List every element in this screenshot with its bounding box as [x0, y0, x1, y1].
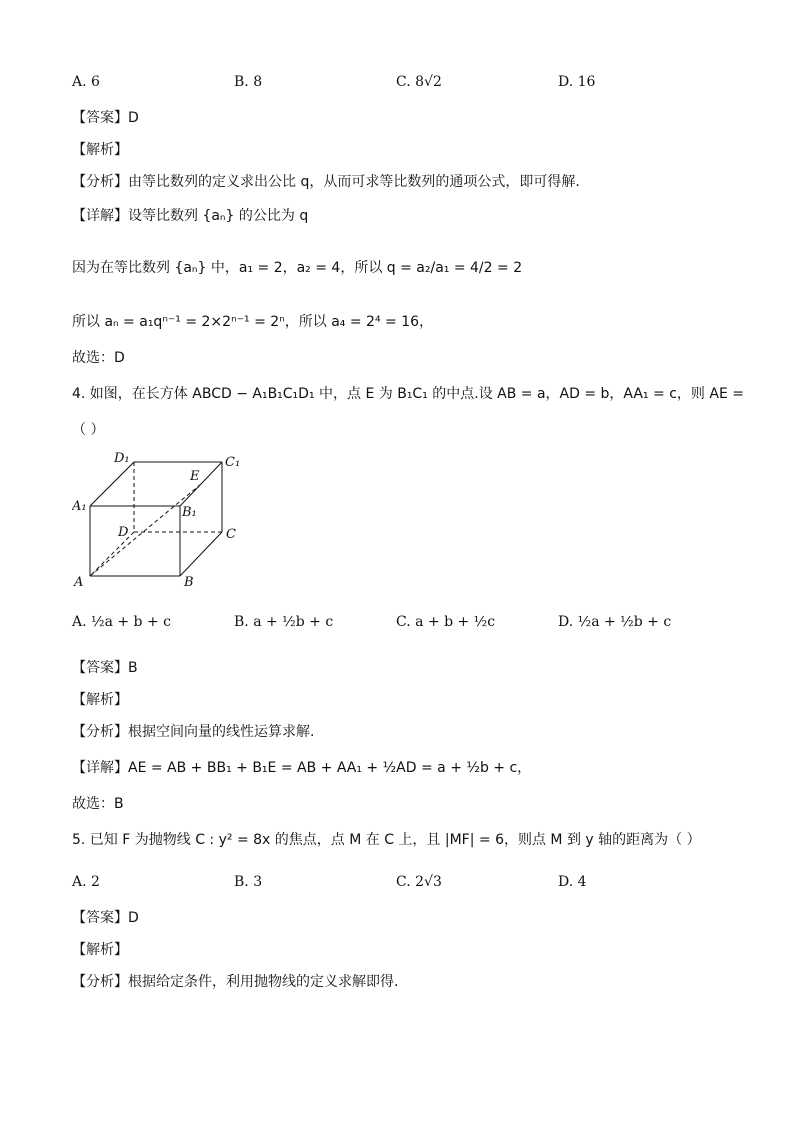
q5-option-d: D. 4	[558, 874, 587, 890]
q5-option-c: C. 2√3	[396, 874, 442, 890]
label-d: D	[118, 525, 129, 540]
label-a1: A₁	[72, 499, 87, 514]
q5-option-a: A. 2	[72, 874, 100, 890]
q5-option-b: B. 3	[234, 874, 263, 890]
edge-a1d1	[90, 462, 134, 506]
q3-option-a: A. 6	[72, 74, 100, 90]
q3-analysis-header: 【解析】	[72, 142, 128, 158]
q4-option-d: D. ½a + ½b + c	[558, 614, 672, 630]
q4-xiangjie: 【详解】AE = AB + BB₁ + B₁E = AB + AA₁ + ½AD = a + ½b + c，	[72, 760, 532, 776]
label-c1: C₁	[225, 455, 241, 470]
q3-step1: 因为在等比数列 {aₙ} 中，a₁ = 2，a₂ = 4，所以 q = a₂/a₁ = 4/2 = 2	[72, 260, 523, 276]
q4-option-c: C. a + b + ½c	[396, 614, 496, 630]
segment-ae-hidden	[90, 484, 201, 576]
q5-answer: 【答案】D	[72, 910, 139, 926]
q3-option-d: D. 16	[558, 74, 596, 90]
q3-option-c: C. 8√2	[396, 74, 442, 90]
label-a: A	[74, 575, 84, 588]
q4-paren: （ ）	[72, 422, 105, 438]
q3-option-b: B. 8	[234, 74, 263, 90]
q5-fenxi: 【分析】根据给定条件，利用抛物线的定义求解即得.	[72, 974, 399, 990]
label-d1: D₁	[114, 451, 130, 466]
q4-analysis-header: 【解析】	[72, 692, 128, 708]
q3-step2: 所以 aₙ = a₁qⁿ⁻¹ = 2×2ⁿ⁻¹ = 2ⁿ，所以 a₄ = 2⁴ = 16，	[72, 314, 434, 330]
q3-fenxi: 【分析】由等比数列的定义求出公比 q，从而可求等比数列的通项公式，即可得解.	[72, 174, 580, 190]
q4-answer: 【答案】B	[72, 660, 138, 676]
edge-cb	[180, 532, 222, 576]
q5-analysis-header: 【解析】	[72, 942, 128, 958]
q4-option-a: A. ½a + b + c	[72, 614, 171, 630]
label-c: C	[226, 527, 236, 542]
label-b1: B₁	[182, 505, 197, 520]
q4-fenxi: 【分析】根据空间向量的线性运算求解.	[72, 724, 315, 740]
cuboid-figure	[72, 446, 252, 588]
q4-option-b: B. a + ½b + c	[234, 614, 334, 630]
label-e: E	[190, 469, 200, 484]
edge-c1b1	[180, 462, 222, 506]
q4-choose: 故选：B	[72, 796, 124, 812]
q3-answer: 【答案】D	[72, 110, 139, 126]
q3-xiangjie: 【详解】设等比数列 {aₙ} 的公比为 q	[72, 208, 309, 224]
label-b: B	[184, 575, 194, 588]
q5-stem: 5. 已知 F 为抛物线 C : y² = 8x 的焦点，点 M 在 C 上，且 |MF| = 6，则点 M 到 y 轴的距离为（ ）	[72, 832, 701, 848]
q4-stem: 4. 如图，在长方体 ABCD − A₁B₁C₁D₁ 中，点 E 为 B₁C₁ 的中点.设 AB = a，AD = b，AA₁ = c，则 AE =	[72, 386, 744, 402]
q3-choose: 故选：D	[72, 350, 125, 366]
